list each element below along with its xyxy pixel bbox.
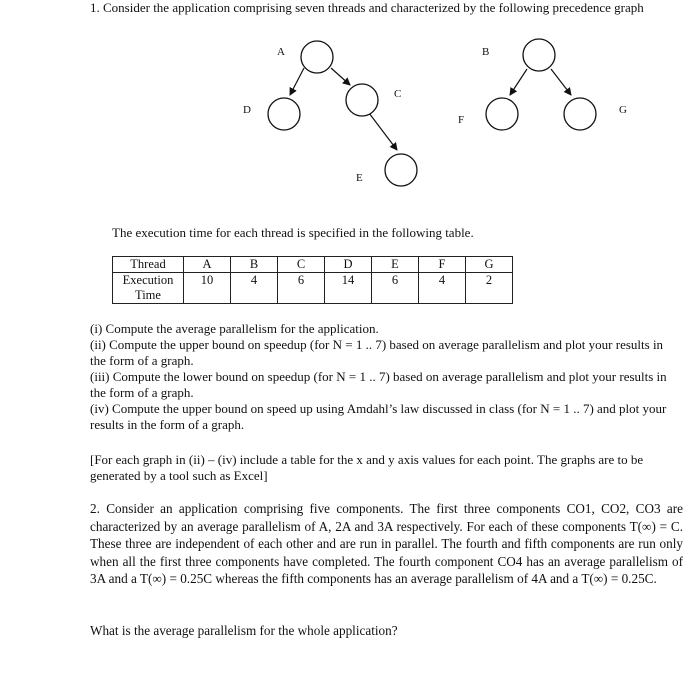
label-c: C: [394, 88, 402, 100]
edge-b-f: [510, 69, 527, 95]
table-cell: 4: [419, 273, 466, 304]
table-cell: 6: [278, 273, 325, 304]
execution-time-intro: The execution time for each thread is specified in the following table.: [112, 225, 474, 240]
edge-a-c: [331, 68, 350, 85]
table-cell: 6: [372, 273, 419, 304]
part-i: (i) Compute the average parallelism for the application.: [90, 321, 379, 336]
table-cell: E: [372, 257, 419, 273]
node-b: [523, 39, 555, 71]
question-2-body: 2. Consider an application comprising five components. The first three components CO1, CO2, CO3 are characterized by an average parallelism of A, 2A and 3A respectively. For each of these components T(∞) = C. These three are independent of each other and are run in parallel. The fourth and fifth components are run only when all the first three components have completed. The fourth component CO4 has an average parallelism of 3A and a T(∞) = 0.25C whereas the fifth components has an average parallelism of 4A and a T(∞) = 0.25C.: [90, 501, 683, 587]
label-b: B: [482, 46, 490, 58]
table-cell: B: [231, 257, 278, 273]
part-iii: (iii) Compute the lower bound on speedup (for N = 1 .. 7) based on average parallelism and plot your results in the form of a graph.: [90, 369, 667, 400]
node-e: [385, 154, 417, 186]
table-row-thread: [113, 257, 513, 273]
execution-time-table: [112, 256, 513, 304]
table-cell: A: [184, 257, 231, 273]
label-g: G: [619, 104, 627, 116]
node-c: [346, 84, 378, 116]
table-row-time: [113, 273, 513, 304]
edge-c-e: [369, 113, 397, 150]
label-e: E: [356, 172, 363, 184]
table-cell: G: [466, 257, 513, 273]
table-header-time: Execution Time: [113, 273, 184, 304]
table-header-thread: Thread: [113, 257, 184, 273]
table-cell: F: [419, 257, 466, 273]
question-2-ask: What is the average parallelism for the whole application?: [90, 623, 398, 638]
node-g: [564, 98, 596, 130]
part-ii: (ii) Compute the upper bound on speedup (for N = 1 .. 7) based on average parallelism and plot your results in the form of a graph.: [90, 337, 664, 368]
node-f: [486, 98, 518, 130]
table-cell: 10: [184, 273, 231, 304]
label-a: A: [277, 46, 285, 58]
table-cell: 14: [325, 273, 372, 304]
precedence-graph: [0, 0, 700, 200]
label-d: D: [243, 104, 251, 116]
label-f: F: [458, 114, 465, 126]
table-cell: 2: [466, 273, 513, 304]
edge-a-d: [290, 68, 304, 95]
question-1-intro: 1. Consider the application comprising seven threads and characterized by the following precedence graph: [90, 0, 644, 15]
table-cell: C: [278, 257, 325, 273]
edge-b-g: [551, 69, 571, 95]
table-cell: 4: [231, 273, 278, 304]
node-a: [301, 41, 333, 73]
part-iv: (iv) Compute the upper bound on speed up using Amdahl’s law discussed in class (for N = 1 .. 7) and plot your results in the form of a graph.: [90, 401, 667, 432]
table-cell: D: [325, 257, 372, 273]
graph-note: [For each graph in (ii) – (iv) include a table for the x and y axis values for each point. The graphs are to be generated by a tool such as Excel]: [90, 452, 644, 483]
question-1-parts: [90, 321, 670, 433]
node-d: [268, 98, 300, 130]
